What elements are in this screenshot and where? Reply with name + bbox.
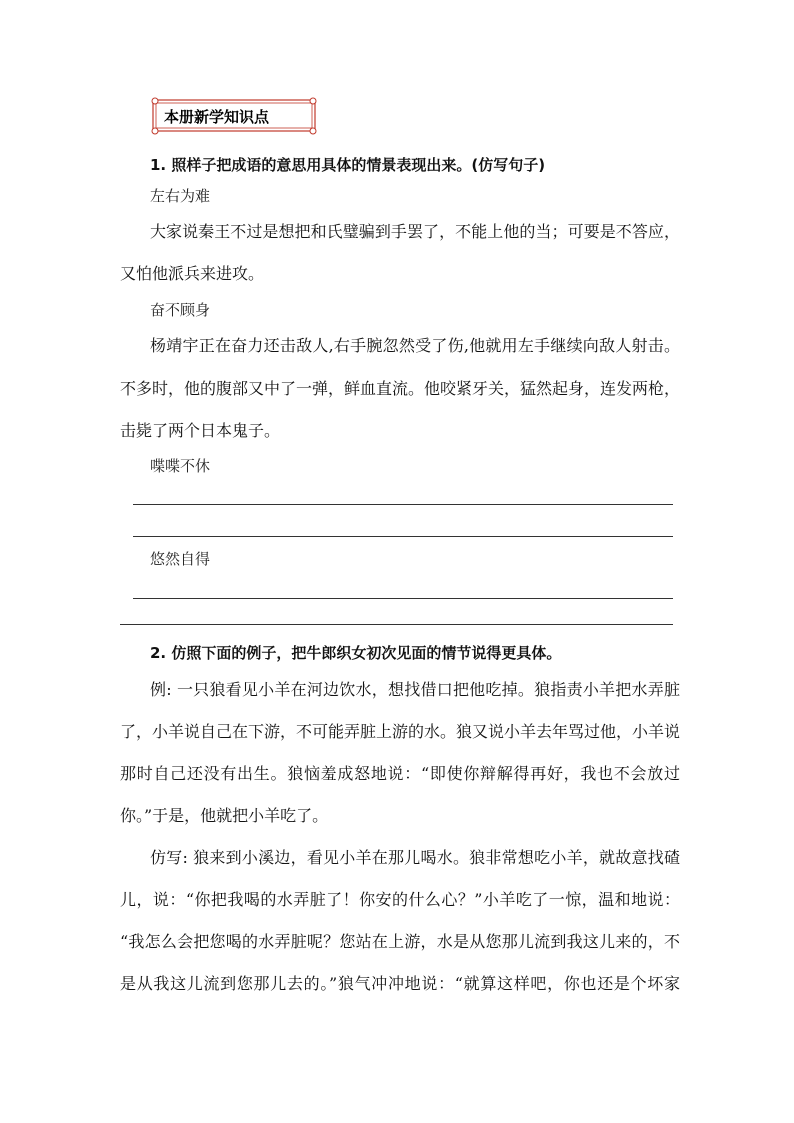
q1-example-2-line-1: 杨靖宇正在奋力还击敌人,右手腕忽然受了伤,他就用左手继续向敌人射击。	[150, 336, 680, 355]
q2-example-line-2: 了，小羊说自己在下游，不可能弄脏上游的水。狼又说小羊去年骂过他，小羊说	[120, 722, 681, 741]
q1-idiom-3: 喋喋不休	[150, 457, 211, 475]
section-title: 本册新学知识点	[164, 108, 270, 126]
answer-line	[133, 598, 673, 599]
answer-line	[120, 624, 673, 625]
q2-imitation-line-3: “我怎么会把您喝的水弄脏呢？您站在上游，水是从您那儿流到我这儿来的，不	[120, 932, 680, 951]
q2-example-line-4: 你。”于是，他就把小羊吃了。	[120, 806, 329, 825]
q2-imitation-line-4: 是从我这儿流到您那儿去的。”狼气冲冲地说：“就算这样吧，你也还是个坏家	[120, 974, 680, 993]
q1-idiom-1: 左右为难	[150, 187, 211, 205]
q1-prompt: 1. 照样子把成语的意思用具体的情景表现出来。(仿写句子)	[150, 156, 546, 174]
q1-example-2-line-2: 不多时，他的腹部又中了一弹，鲜血直流。他咬紧牙关，猛然起身，连发两枪，	[120, 379, 681, 398]
section-banner	[150, 96, 320, 136]
q2-imitation-line-1: 仿写: 狼来到小溪边，看见小羊在那儿喝水。狼非常想吃小羊，就故意找碴	[150, 848, 680, 867]
q2-example-line-1: 例: 一只狼看见小羊在河边饮水，想找借口把他吃掉。狼指责小羊把水弄脏	[150, 680, 680, 699]
q1-example-2-line-3: 击毙了两个日本鬼子。	[120, 421, 281, 440]
q2-example-line-3: 那时自己还没有出生。狼恼羞成怒地说：“即使你辩解得再好，我也不会放过	[120, 764, 680, 783]
answer-line	[133, 536, 673, 537]
q1-idiom-2: 奋不顾身	[150, 301, 211, 319]
q2-imitation-line-2: 儿，说：“你把我喝的水弄脏了！你安的什么心？”小羊吃了一惊，温和地说：	[120, 890, 680, 909]
q1-example-1-line-2: 又怕他派兵来进攻。	[120, 264, 265, 283]
q2-prompt: 2. 仿照下面的例子，把牛郎织女初次见面的情节说得更具体。	[150, 644, 562, 662]
q1-idiom-4: 悠然自得	[150, 550, 211, 568]
q1-example-1-line-1: 大家说秦王不过是想把和氏璧骗到手罢了，不能上他的当；可要是不答应，	[150, 222, 680, 241]
answer-line	[133, 504, 673, 505]
